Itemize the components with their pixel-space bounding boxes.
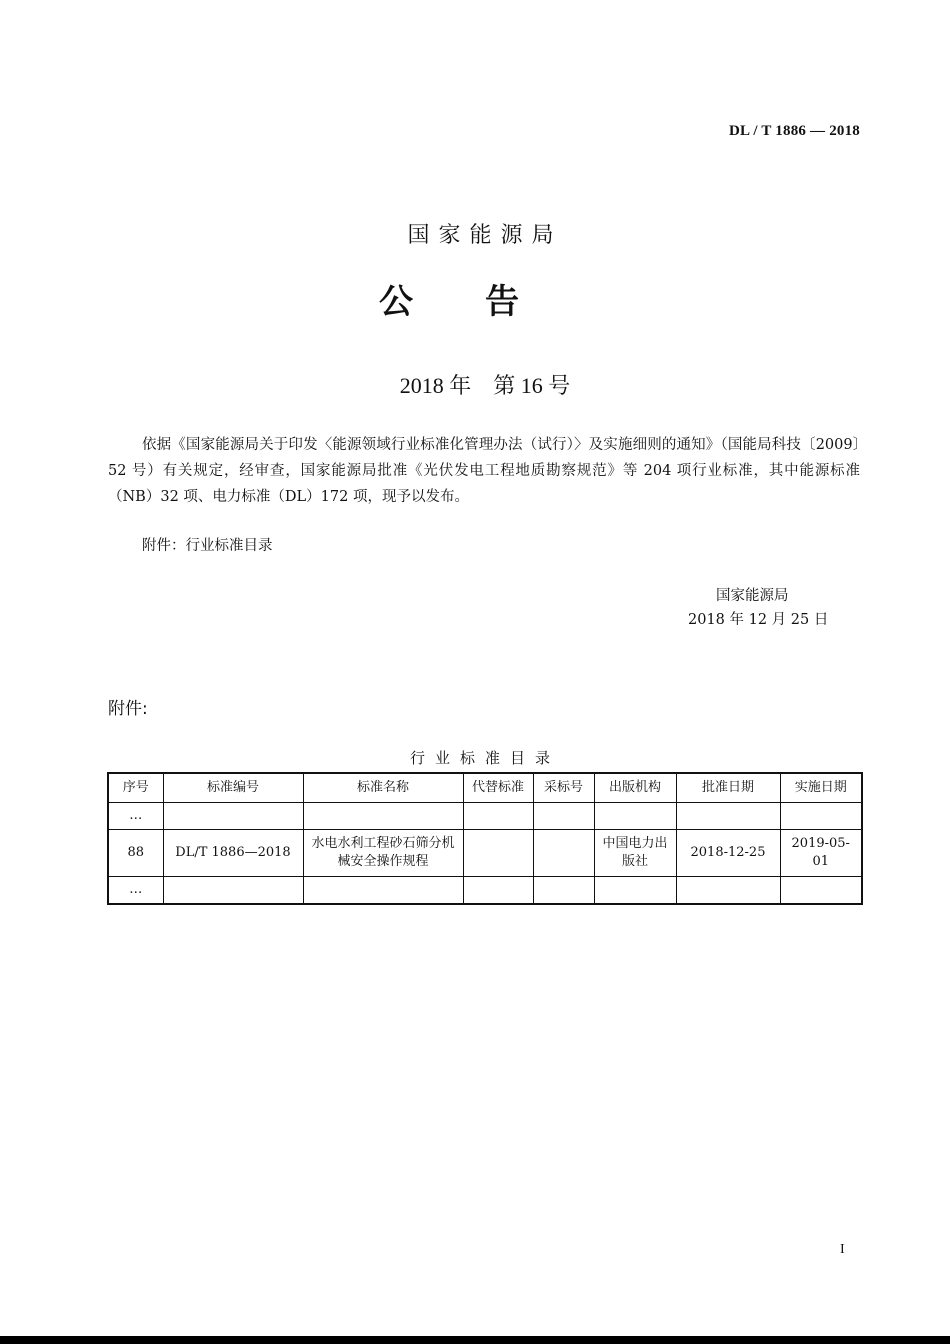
announcement-title: 公告	[379, 282, 591, 322]
standard-code: DL / T 1886 — 2018	[729, 123, 860, 139]
cell-name: 水电水利工程砂石筛分机械安全操作规程	[303, 830, 463, 877]
cell-seq: 88	[108, 830, 163, 877]
attachment-label: 附件:	[108, 699, 148, 719]
signer: 国家能源局	[716, 588, 789, 604]
cell-adoption	[533, 830, 594, 877]
column-header-seq: 序号	[108, 773, 163, 803]
column-header-publisher: 出版机构	[594, 773, 676, 803]
cell-effective-date: 2019-05-01	[780, 830, 862, 877]
cell-publisher: 中国电力出版社	[594, 830, 676, 877]
signing-date: 2018 年 12 月 25 日	[688, 612, 829, 628]
page-number: I	[840, 1242, 845, 1257]
bottom-rule	[0, 1336, 950, 1344]
cell-approval-date: 2018-12-25	[676, 830, 780, 877]
table-title: 行业标准目录	[409, 749, 560, 767]
cell-replaces	[463, 830, 533, 877]
ellipsis-cell: …	[108, 877, 163, 905]
cell-code: DL/T 1886—2018	[163, 830, 303, 877]
issue-number: 2018 年 第 16 号	[399, 373, 571, 398]
table-row	[108, 830, 862, 877]
column-header-effective-date: 实施日期	[780, 773, 862, 803]
table-row	[108, 877, 862, 905]
column-header-adoption: 采标号	[533, 773, 594, 803]
announcement-body: 依据《国家能源局关于印发〈能源领域行业标准化管理办法（试行）〉及实施细则的通知》（国能局科技〔2009〕52 号）有关规定，经审查，国家能源局批准《光伏发电工程地质勘察规范》等 204 项行业标准，其中能源标准（NB）32 项、电力标准（DL）172 项，现予以发布。	[108, 437, 860, 505]
attachment-reference: 附件：行业标准目录	[142, 538, 273, 554]
column-header-name: 标准名称	[303, 773, 463, 803]
standards-catalog-table	[107, 772, 863, 905]
column-header-replaces: 代替标准	[463, 773, 533, 803]
column-header-code: 标准编号	[163, 773, 303, 803]
table-header-row	[108, 773, 862, 803]
table-row	[108, 803, 862, 830]
issuer-heading: 国家能源局	[407, 223, 563, 248]
ellipsis-cell: …	[108, 803, 163, 830]
column-header-approval-date: 批准日期	[676, 773, 780, 803]
